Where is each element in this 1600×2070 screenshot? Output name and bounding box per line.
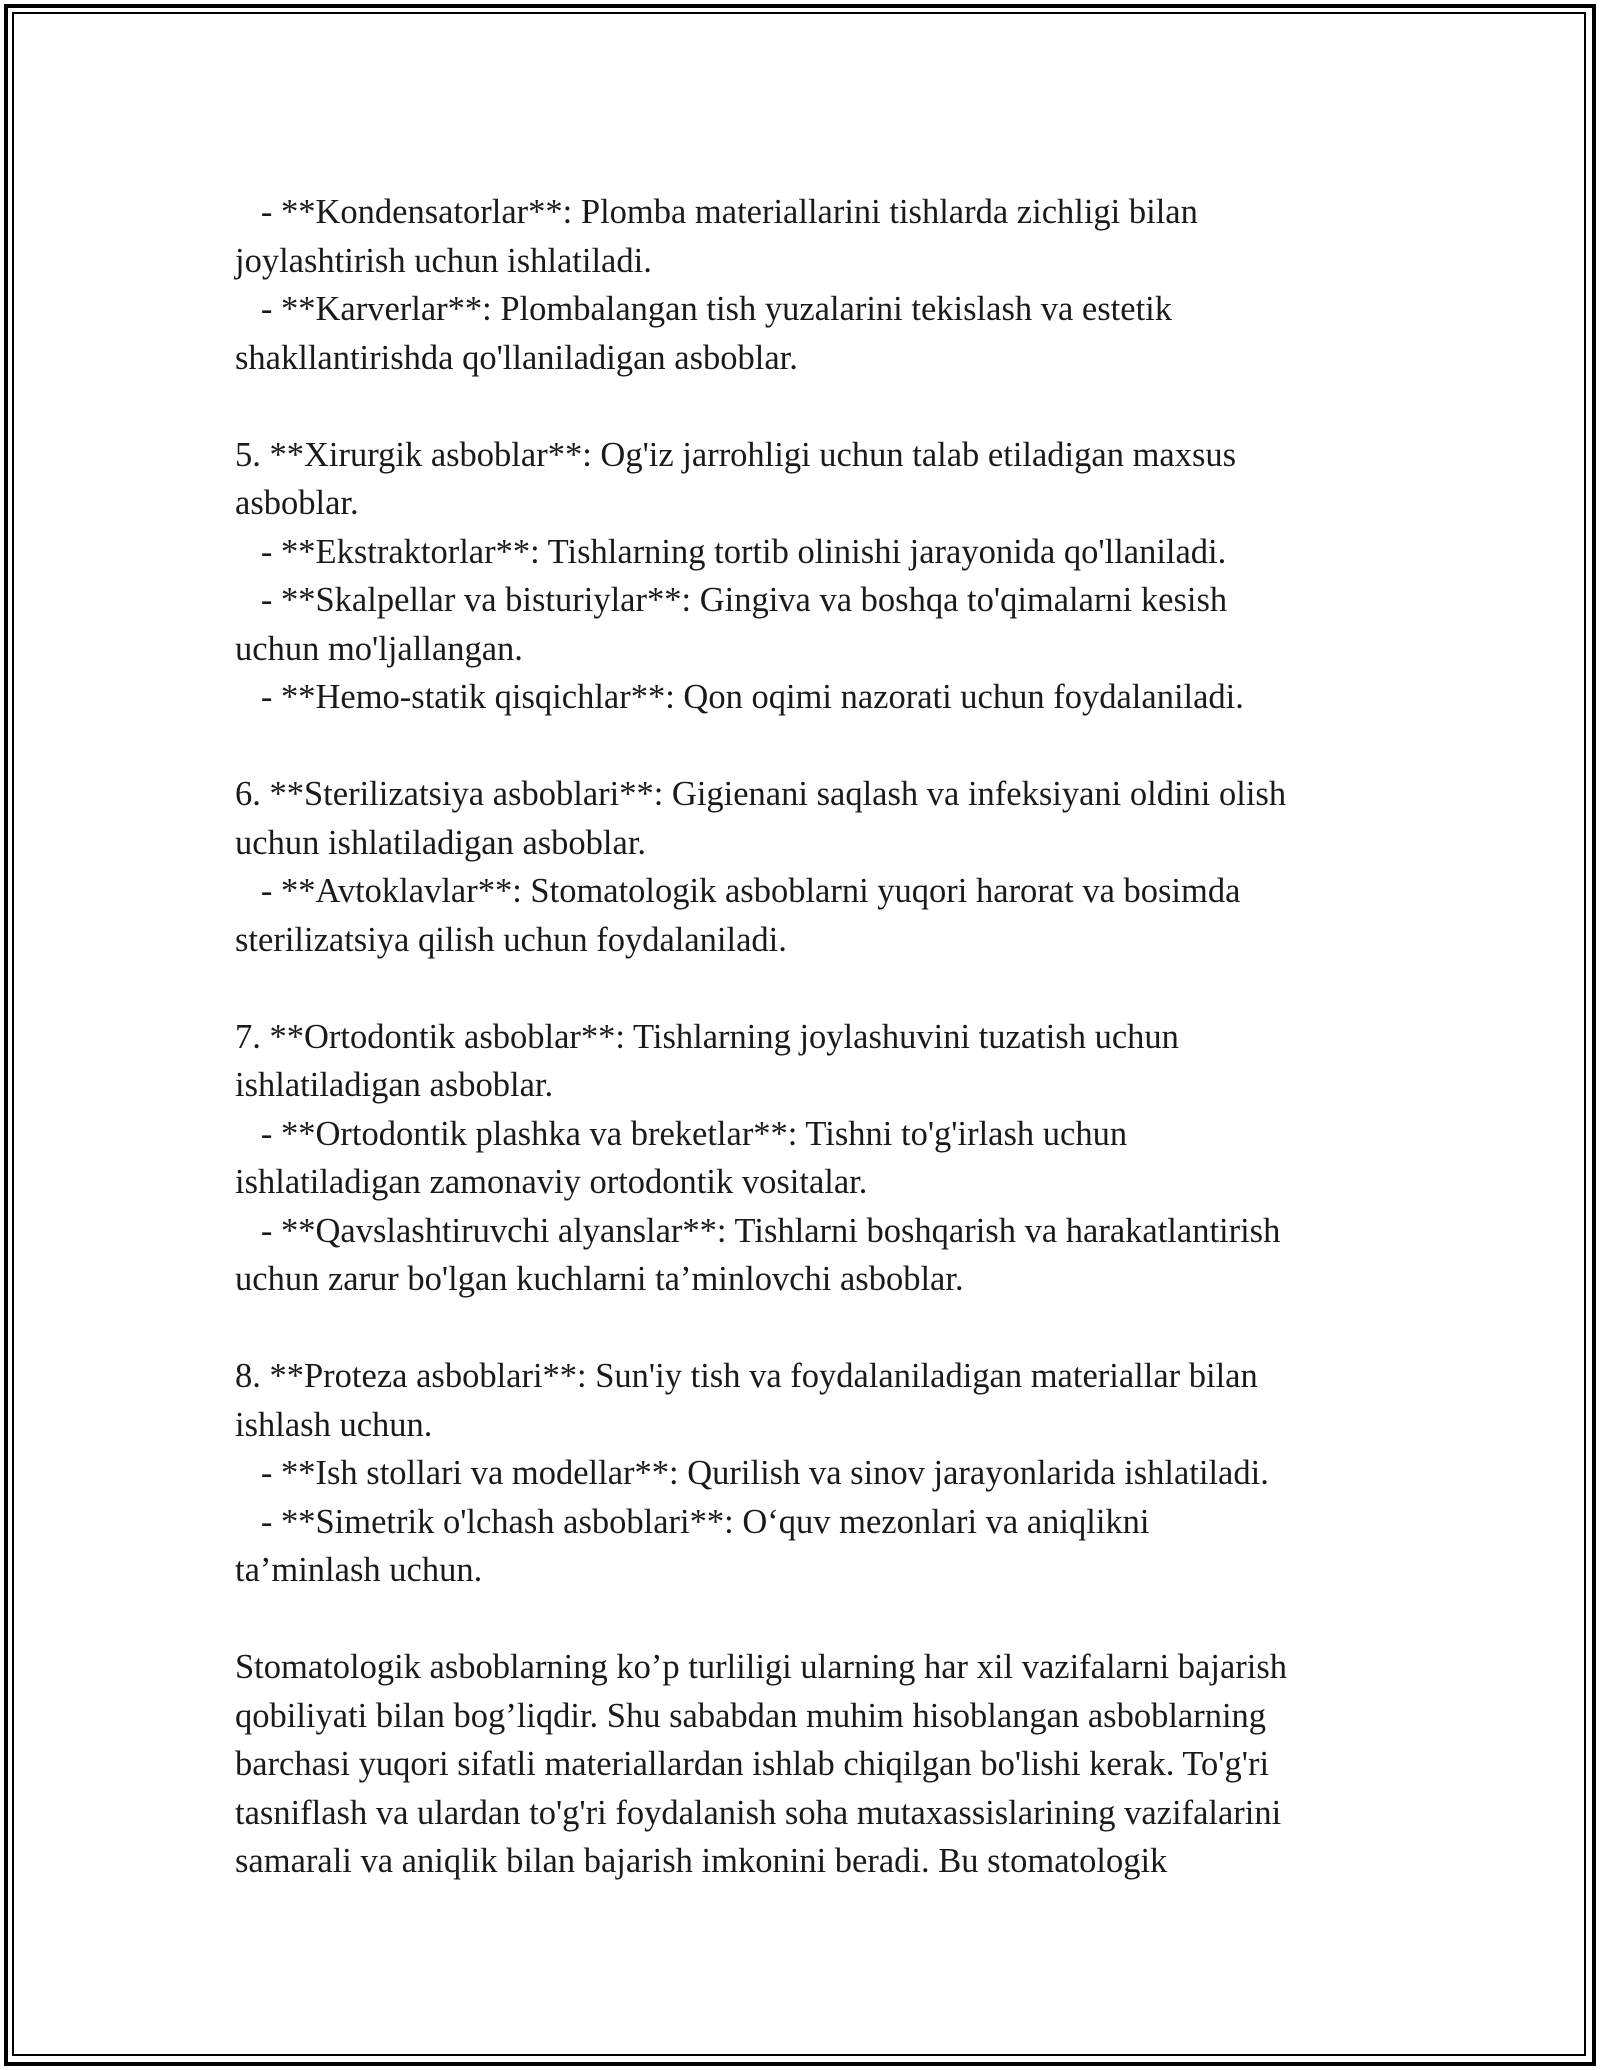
text-line: joylashtirish uchun ishlatiladi. <box>235 241 652 280</box>
paragraph-gap <box>235 722 1370 771</box>
text-line: - **Ish stollari va modellar**: Qurilish va sinov jarayonlarida ishlatiladi. <box>235 1454 1269 1492</box>
paragraph-gap <box>235 382 1370 431</box>
paragraph-gap <box>235 1304 1370 1353</box>
text-line: uchun ishlatiladigan asboblar. <box>235 823 647 862</box>
text-line: ishlatiladigan asboblar. <box>235 1066 554 1104</box>
text-line: - **Ekstraktorlar**: Tishlarning tortib olinishi jarayonida qo'llaniladi. <box>235 532 1227 571</box>
text-line: barchasi yuqori sifatli materiallardan ishlab chiqilgan bo'lishi kerak. To'g'ri <box>235 1745 1270 1783</box>
text-line: 7. **Ortodontik asboblar**: Tishlarning joylashuvini tuzatish uchun <box>235 1017 1179 1056</box>
text-line: - **Avtoklavlar**: Stomatologik asboblarni yuqori harorat va bosimda <box>235 872 1241 910</box>
text-line: shakllantirishda qo'llaniladigan asboblar. <box>235 338 798 377</box>
text-line: - **Kondensatorlar**: Plomba materiallarini tishlarda zichligi bilan <box>235 193 1198 231</box>
text-line: samarali va aniqlik bilan bajarish imkonini beradi. Bu stomatologik <box>235 1842 1168 1880</box>
text-line: - **Skalpellar va bisturiylar**: Gingiva va boshqa to'qimalarni kesish <box>235 581 1228 619</box>
text-line: 5. **Xirurgik asboblar**: Og'iz jarrohligi uchun talab etiladigan maxsus <box>235 435 1237 474</box>
text-line: - **Simetrik o'lchash asboblari**: O‘quv mezonlari va aniqlikni <box>235 1502 1150 1541</box>
text-line: asboblar. <box>235 484 359 522</box>
text-line: ta’minlash uchun. <box>235 1551 483 1589</box>
text-line: sterilizatsiya qilish uchun foydalaniladi. <box>235 920 787 959</box>
text-line: uchun zarur bo'lgan kuchlarni ta’minlovchi asboblar. <box>235 1260 964 1298</box>
text-line: ishlash uchun. <box>235 1405 433 1444</box>
text-line: - **Qavslashtiruvchi alyanslar**: Tishlarni boshqarish va harakatlantirish <box>235 1211 1281 1250</box>
paragraph-gap <box>235 1595 1370 1644</box>
text-line: tasniflash va ulardan to'g'ri foydalanish soha mutaxassislarining vazifalarini <box>235 1793 1282 1832</box>
text-line: - **Karverlar**: Plombalangan tish yuzalarini tekislash va estetik <box>235 290 1172 328</box>
text-line: - **Ortodontik plashka va breketlar**: Tishni to'g'irlash uchun <box>235 1114 1128 1153</box>
text-line: ishlatiladigan zamonaviy ortodontik vositalar. <box>235 1163 868 1201</box>
text-line: 6. **Sterilizatsiya asboblari**: Gigienani saqlash va infeksiyani oldini olish <box>235 775 1287 813</box>
paragraph-gap <box>235 964 1370 1013</box>
text-line: Stomatologik asboblarning ko’p turliligi ularning har xil vazifalarni bajarish <box>235 1648 1288 1686</box>
text-line: - **Hemo-statik qisqichlar**: Qon oqimi nazorati uchun foydalaniladi. <box>235 678 1244 716</box>
text-line: 8. **Proteza asboblari**: Sun'iy tish va foydalaniladigan materiallar bilan <box>235 1357 1258 1395</box>
text-line: qobiliyati bilan bog’liqdir. Shu sababdan muhim hisoblangan asboblarning <box>235 1696 1267 1735</box>
text-line: uchun mo'ljallangan. <box>235 629 523 668</box>
document-body <box>235 188 1370 1886</box>
